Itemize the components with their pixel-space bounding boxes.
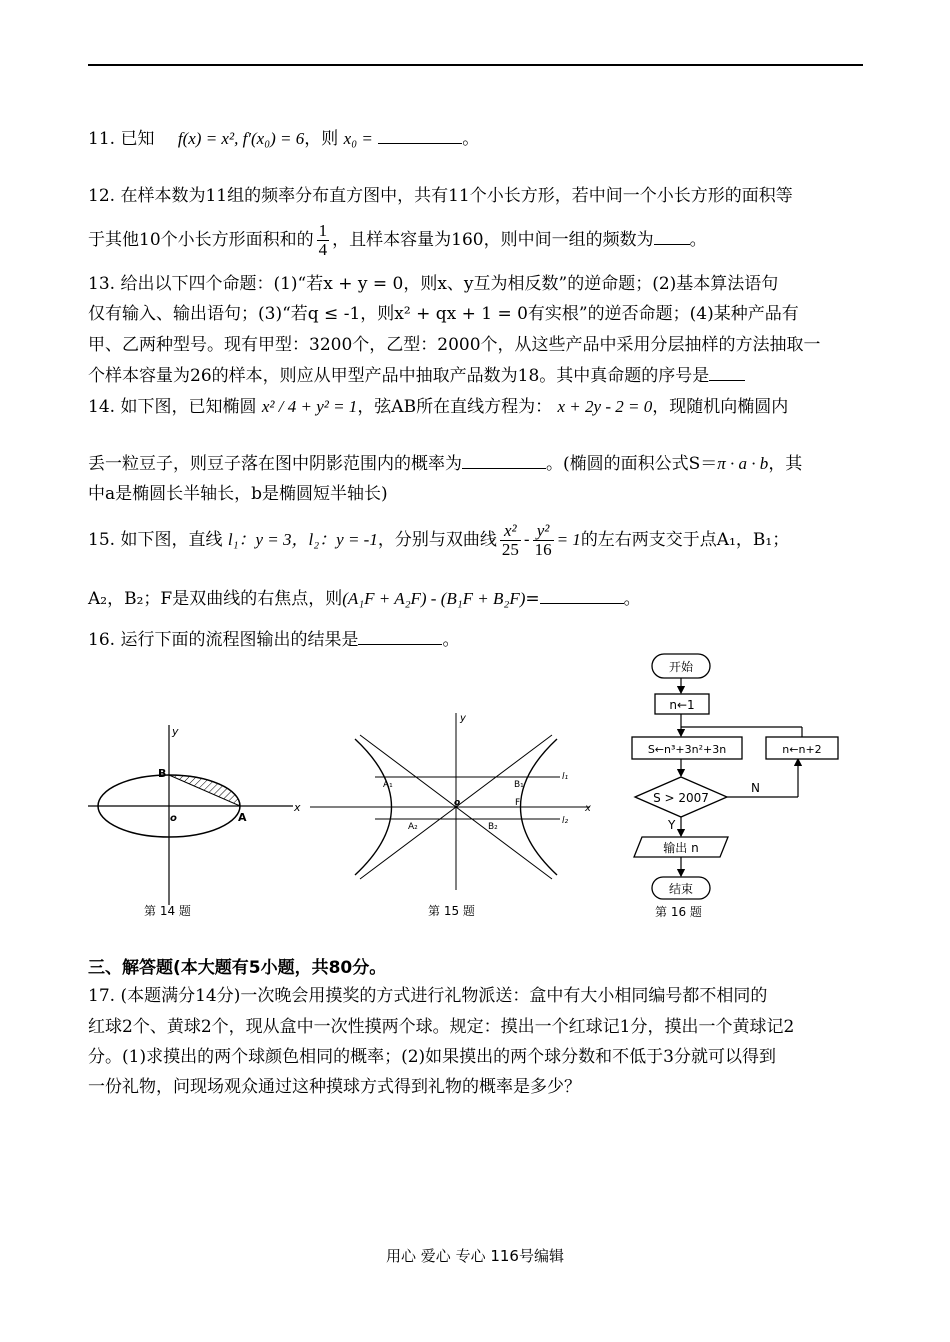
question-14-line3: 中a是椭圆长半轴长，b是椭圆短半轴长) bbox=[88, 484, 388, 504]
svg-text:F: F bbox=[515, 798, 521, 808]
svg-text:N: N bbox=[751, 781, 760, 795]
question-12-line2: 于其他10个小长方形面积和的 $\frac{1}{4}$ ，且样本容量为160，则中间一组的频数为 。 bbox=[88, 221, 707, 259]
svg-text:B₂: B₂ bbox=[488, 822, 498, 832]
q11-answer-blank bbox=[378, 125, 462, 144]
question-17-line4: 一份礼物，问现场观众通过这种摸球方式得到礼物的概率是多少？ bbox=[88, 1077, 581, 1097]
figure-16-caption: 第 16 题 bbox=[655, 905, 702, 919]
q16-answer-blank bbox=[358, 626, 442, 645]
q12-fraction: $\frac{1}{4}$ bbox=[318, 221, 328, 259]
question-13-line4: 个样本容量为26的样本，则应从甲型产品中抽取产品数为18。其中真命题的序号是 bbox=[88, 362, 868, 390]
question-17-line2: 红球2个、黄球2个，现从盒中一次性摸两个球。规定：摸出一个红球记1分，摸出一个黄球记2 bbox=[88, 1017, 795, 1037]
svg-text:Y: Y bbox=[668, 818, 676, 832]
svg-text:结束: 结束 bbox=[668, 882, 694, 896]
svg-text:A₂: A₂ bbox=[408, 822, 418, 832]
svg-text:n←1: n←1 bbox=[669, 698, 695, 712]
question-12-line1: 12. 在样本数为11组的频率分布直方图中，共有11个小长方形，若中间一个小长方形的面积等 bbox=[88, 186, 793, 206]
q13-answer-blank bbox=[709, 362, 745, 381]
svg-text:B: B bbox=[158, 767, 167, 780]
section-3-heading: 三、解答题(本大题有5小题，共80分。 bbox=[88, 958, 387, 978]
page-footer: 用心 爱心 专心 116号编辑 bbox=[386, 1247, 564, 1265]
svg-text:开始: 开始 bbox=[668, 660, 694, 674]
shaded-region bbox=[169, 775, 240, 806]
svg-text:S←n³+3n²+3n: S←n³+3n²+3n bbox=[647, 743, 727, 756]
q15-answer-blank bbox=[540, 585, 624, 604]
svg-text:x: x bbox=[294, 801, 301, 814]
question-14-line1: 14. 如下图，已知椭圆 x² / 4 + y² = 1，弦AB所在直线方程为： x + 2y - 2 = 0，现随机向椭圆内 bbox=[88, 397, 789, 417]
svg-text:o: o bbox=[454, 798, 461, 808]
figure-14-ellipse bbox=[88, 715, 313, 925]
question-13-line1: 13. 给出以下四个命题：(1)“若x + y = 0，则x、y互为相反数”的逆命题；(2)基本算法语句 bbox=[88, 274, 779, 294]
question-15-line2: A₂，B₂；F是双曲线的右焦点，则(A₁F + A₂F) - (B₁F + B₂F)= 。 bbox=[88, 585, 868, 613]
figure-16-flowchart bbox=[620, 648, 845, 923]
svg-text:l₁: l₁ bbox=[562, 772, 569, 782]
question-17-line1: 17. (本题满分14分)一次晚会用摸奖的方式进行礼物派送：盒中有大小相同编号都不相同的 bbox=[88, 986, 768, 1006]
figure-15-hyperbola bbox=[310, 705, 600, 925]
question-16: 16. 运行下面的流程图输出的结果是 。 bbox=[88, 626, 868, 654]
svg-text:y: y bbox=[460, 713, 466, 724]
header-rule bbox=[88, 64, 863, 66]
svg-text:输出 n: 输出 n bbox=[663, 841, 699, 855]
question-13-line3: 甲、乙两种型号。现有甲型：3200个，乙型：2000个，从这些产品中采用分层抽样的方法抽取一 bbox=[88, 335, 821, 355]
q12-answer-blank bbox=[654, 226, 690, 245]
question-13-line2: 仅有输入、输出语句；(3)“若q ≤ -1，则x² + qx + 1 = 0有实根”的逆否命题；(4)某种产品有 bbox=[88, 304, 799, 324]
svg-text:l₂: l₂ bbox=[562, 816, 569, 826]
svg-text:o: o bbox=[170, 813, 177, 824]
svg-text:y: y bbox=[172, 725, 179, 738]
q11-formula: f(x) = x², f′(x₀) = 6 bbox=[177, 129, 305, 148]
question-14-line2: 丢一粒豆子，则豆子落在图中阴影范围内的概率为 。(椭圆的面积公式S＝π · a · b，其 bbox=[88, 450, 868, 478]
svg-text:A: A bbox=[238, 811, 247, 824]
question-15-line1: 15. 如下图，直线 l₁：y = 3，l₂：y = -1，分别与双曲线 $\frac{\text{x²}}{25}$ - $\frac{\text{y²}}{16}$ = 1的左右两支交于点A₁，B₁； bbox=[88, 521, 790, 559]
svg-text:x: x bbox=[585, 803, 591, 814]
q14-answer-blank bbox=[462, 450, 546, 469]
question-17-line3: 分。(1)求摸出的两个球颜色相同的概率；(2)如果摸出的两个球分数和不低于3分就可以得到 bbox=[88, 1047, 776, 1067]
svg-text:n←n+2: n←n+2 bbox=[782, 743, 822, 756]
figure-15-caption: 第 15 题 bbox=[428, 904, 475, 918]
question-11: 11. 已知 f(x) = x², f′(x₀) = 6，则 x₀ = 。 bbox=[88, 125, 868, 153]
figure-14-caption: 第 14 题 bbox=[144, 904, 191, 918]
svg-text:B₁: B₁ bbox=[514, 780, 524, 790]
svg-text:A₁: A₁ bbox=[383, 780, 393, 790]
svg-text:S > 2007: S > 2007 bbox=[653, 791, 709, 805]
